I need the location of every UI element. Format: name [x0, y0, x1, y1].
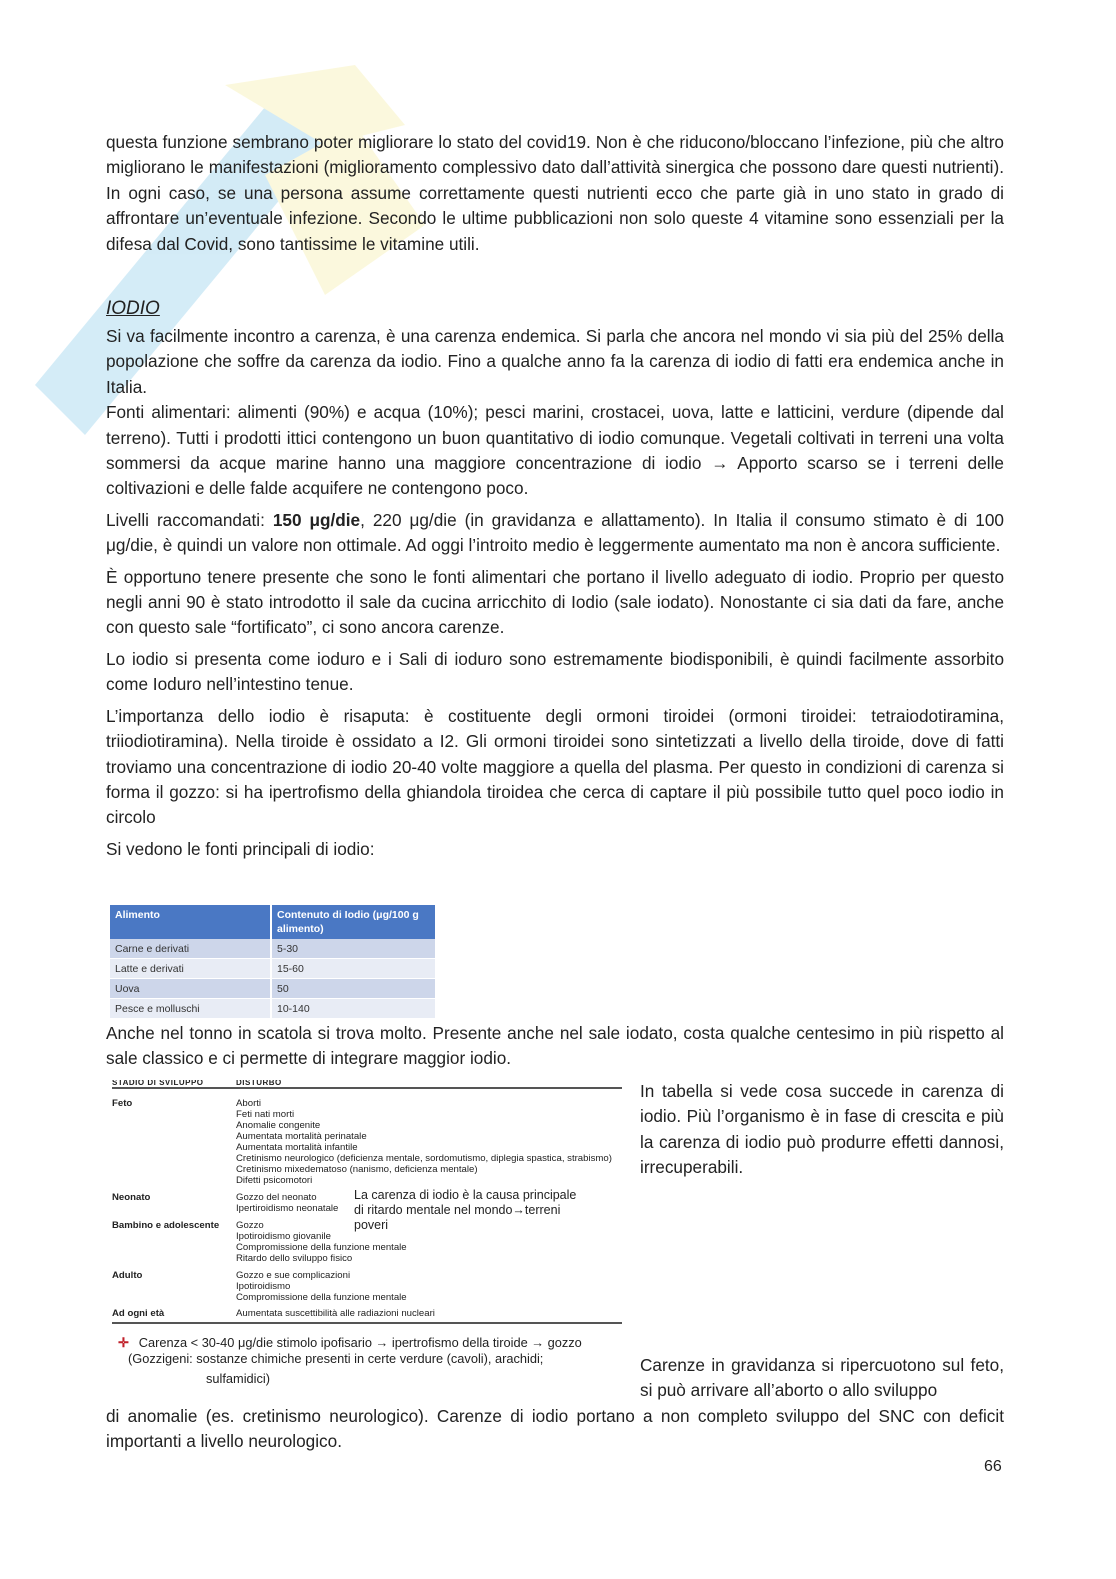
intro-paragraph	[106, 130, 1004, 263]
iodine-sources-table	[110, 905, 435, 1019]
disorder-list	[236, 1098, 612, 1186]
header-disorder: DISTURBO	[236, 1080, 282, 1087]
list-item: Cretinismo neurologico (deficienza mentale, sordomutismo, diplegia spastica, strabismo)	[236, 1153, 612, 1164]
table-cell: Pesce e molluschi	[110, 999, 271, 1019]
disorder-list	[236, 1270, 407, 1303]
list-item: Difetti psicomotori	[236, 1175, 313, 1186]
disorder-list	[236, 1192, 338, 1214]
paragraph-7: Si vedono le fonti principali di iodio:	[106, 838, 375, 859]
after-table-text: Anche nel tonno in scatola si trova molto. Presente anche nel sale iodato, costa qualche centesimo in più rispetto al sale classico e ci permette di integrare maggior iodio.	[106, 1023, 1004, 1069]
stage-label: Bambino e adolescente	[112, 1220, 220, 1231]
list-item: Cretinismo mixedematoso (nanismo, deficienza mentale)	[236, 1164, 478, 1175]
list-item: Aborti	[236, 1098, 262, 1109]
list-item: Gozzo del neonato	[236, 1192, 317, 1203]
closing-paragraph	[106, 1404, 1004, 1461]
paragraph-6: L’importanza dello iodio è risaputa: è costituente degli ormoni tiroidei (ormoni tiroidei: tetraiodotiramina, triiodiotiramina). Nella tiroide è ossidato a I2. Gli ormoni tiroidei sono sintetizzati a livello della tiroide, dove di fatti troviamo una concentrazione di iodio 20-40 volte maggiore a quella del plasma. Per questo in condizioni di carenza si forma il gozzo: si ha ipertrofismo della ghiandola tiroidea che cerca di captare il più possibile tutto quel poco iodio in circolo	[106, 705, 1004, 828]
list-item: Ipotiroidismo giovanile	[236, 1231, 331, 1242]
section-body	[106, 324, 1004, 868]
table-row	[110, 999, 435, 1019]
p3-suffix: , 220 μg/die (in gravidanza e allattamento). In Italia il consumo stimato è di 100 μg/die, è quindi un valore non ottimale. Ad oggi l’introito medio è leggermente aumentato ma non è ancora sufficiente.	[106, 509, 1004, 556]
paragraph-3	[106, 508, 1004, 559]
paragraph-1: Si va facilmente incontro a carenza, è una carenza endemica. Si parla che ancora nel mondo vi sia più del 25% della popolazione che soffre da carenza da iodio. Fino a qualche anno fa la carenza di iodio di fatti era endemica anche in Italia.	[106, 326, 1004, 397]
stage-label: Ad ogni età	[112, 1308, 165, 1319]
figure-footnote	[118, 1335, 618, 1387]
footnote-line-1	[118, 1335, 618, 1351]
footnote-line-3: sulfamidici)	[206, 1371, 270, 1386]
list-item: Compromissione della funzione mentale	[236, 1292, 407, 1303]
list-item: Anomalie congenite	[236, 1120, 321, 1131]
p3-prefix: Livelli raccomandati:	[106, 509, 273, 530]
disorders-bottom-rule	[112, 1322, 622, 1324]
table-row	[110, 979, 435, 999]
table-cell: 5-30	[271, 939, 435, 959]
table-cell: Carne e derivati	[110, 939, 271, 959]
side-text-2: Carenze in gravidanza si ripercuotono sul feto, si può arrivare all’aborto o allo sviluppo	[640, 1355, 1004, 1401]
list-item: Ipertiroidismo neonatale	[236, 1203, 339, 1214]
closing-text: di anomalie (es. cretinismo neurologico). Carenze di iodio portano a non completo sviluppo del SNC con deficit importanti a livello neurologico.	[106, 1406, 1004, 1452]
page-number: 66	[984, 1458, 1002, 1475]
table-header: Alimento	[110, 905, 271, 939]
list-item: Feti nati morti	[236, 1109, 295, 1120]
table-row	[110, 959, 435, 979]
stage-label: Neonato	[112, 1192, 151, 1203]
list-item: Gozzo	[236, 1220, 264, 1231]
paragraph-4: È opportuno tenere presente che sono le fonti alimentari che portano il livello adeguato di iodio. Proprio per questo negli anni 90 è stato introdotto il sale da cucina arricchito di Iodio (sale iodato). Nonostante ci sia dati da fare, anche con questo sale “fortificato”, ci sono ancora carenze.	[106, 566, 1004, 638]
header-stage: STADIO DI SVILUPPO	[112, 1080, 204, 1087]
p3-bold: 150 μg/die	[272, 509, 361, 530]
section-heading: IODIO	[106, 298, 160, 319]
note-line: poveri	[354, 1218, 389, 1232]
paragraph-2: Fonti alimentari: alimenti (90%) e acqua (10%); pesci marini, crostacei, uova, latte e latticini, verdure (dipende dal terreno). Tutti i prodotti ittici contengono un buon quantitativo di iodio comunque. Vegetali coltivati in terreni una volta sommersi da acque marine hanno una maggiore concentrazione di iodio → Apporto scarso se i terreni delle coltivazioni e delle falde acquifere ne contengono poco.	[106, 402, 1004, 499]
list-item: Compromissione della funzione mentale	[236, 1242, 407, 1253]
list-item: Ipotiroidismo	[236, 1281, 291, 1292]
disorder-list	[236, 1308, 435, 1319]
list-item: Aumentata mortalità perinatale	[236, 1131, 367, 1142]
annotation-note	[354, 1188, 576, 1233]
list-item: Aumentata mortalità infantile	[236, 1142, 358, 1153]
table-cell: Uova	[110, 979, 271, 999]
footnote-text: Carenza < 30-40 μg/die stimolo ipofisario → ipertrofismo della tiroide → gozzo	[138, 1335, 582, 1350]
table-cell: 15-60	[271, 959, 435, 979]
cross-icon: ✛	[118, 1335, 129, 1350]
list-item: Aumentata suscettibilità alle radiazioni nucleari	[236, 1308, 435, 1319]
intro-text: questa funzione sembrano poter migliorare lo stato del covid19. Non è che riducono/bloccano l’infezione, più che altro migliorano le manifestazioni (miglioramento complessivo dato dall’attività sinergica che possono dare questi nutrienti). In ogni caso, se una persona assume correttamente questi nutrienti ecco che parte già in uno stato in grado di affrontare un’eventuale infezione. Secondo le ultime pubblicazioni non solo queste 4 vitamine sono essenziali per la difesa dal Covid, sono tantissime le vitamine utili.	[106, 132, 1004, 254]
stage-label: Feto	[112, 1098, 133, 1109]
paragraph-5: Lo iodio si presenta come ioduro e i Sali di ioduro sono estremamente biodisponibili, è quindi facilmente assorbito come Ioduro nell’intestino tenue.	[106, 648, 1004, 695]
table-cell: Latte e derivati	[110, 959, 271, 979]
list-item: Ritardo dello sviluppo fisico	[236, 1253, 353, 1264]
after-table-paragraph	[106, 1021, 1004, 1078]
note-line: di ritardo mentale nel mondo→terreni	[354, 1203, 561, 1217]
footnote-line-2: (Gozzigeni: sostanze chimiche presenti in certe verdure (cavoli), arachidi;	[128, 1351, 544, 1366]
note-line: La carenza di iodio è la causa principale	[354, 1188, 577, 1202]
disorders-header	[112, 1080, 622, 1089]
table-cell: 10-140	[271, 999, 435, 1019]
table-header: Contenuto di Iodio (μg/100 g alimento)	[271, 905, 435, 939]
side-text-1: In tabella si vede cosa succede in carenza di iodio. Più l’organismo è in fase di crescita e più la carenza di iodio può produrre effetti dannosi, irrecuperabili.	[640, 1081, 1004, 1178]
table-cell: 50	[271, 979, 435, 999]
table-row	[110, 939, 435, 959]
stage-label: Adulto	[112, 1270, 143, 1281]
list-item: Gozzo e sue complicazioni	[236, 1270, 351, 1281]
